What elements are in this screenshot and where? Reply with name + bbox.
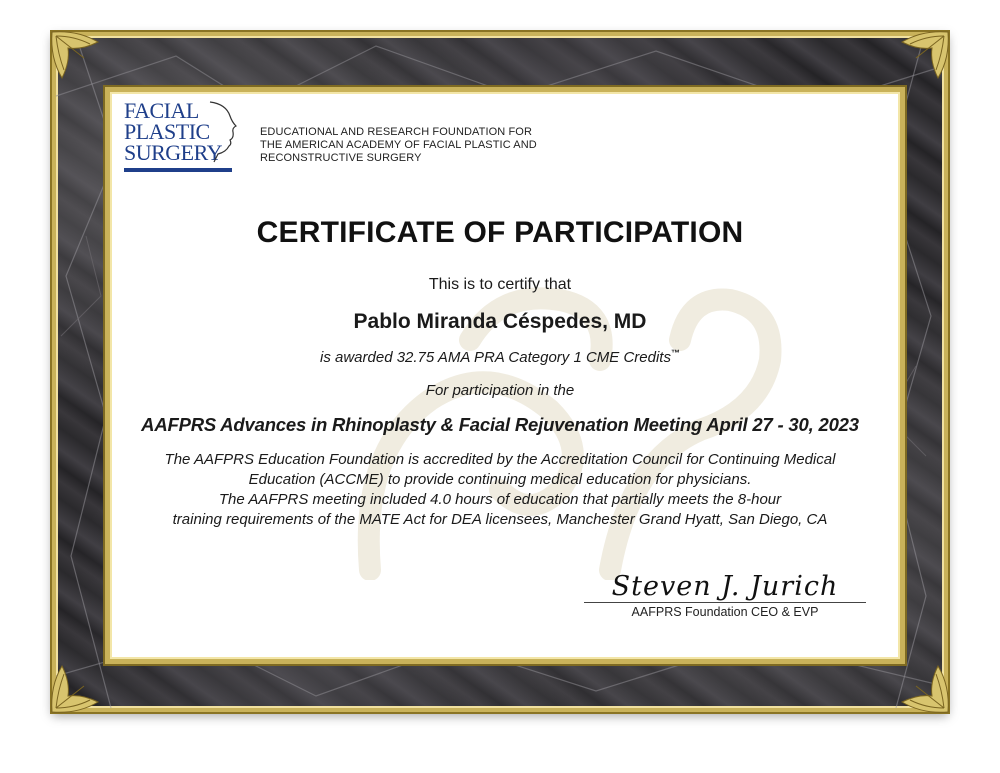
accreditation-line: The AAFPRS Education Foundation is accredited by the Accreditation Council for Continuing Medical bbox=[164, 451, 836, 468]
accreditation-statement bbox=[104, 450, 896, 530]
accreditation-line: The AAFPRS meeting included 4.0 hours of education that partially meets the 8-hour bbox=[218, 491, 782, 508]
accreditation-line: Education (ACCME) to provide continuing medical education for physicians. bbox=[248, 471, 752, 488]
certificate-content bbox=[104, 86, 896, 656]
organization-line: EDUCATIONAL AND RESEARCH FOUNDATION FOR bbox=[260, 126, 532, 138]
trademark-mark: ™ bbox=[670, 348, 680, 358]
facial-plastic-surgery-logo bbox=[124, 100, 244, 170]
corner-ornament-bottom-right bbox=[898, 662, 952, 716]
organization-line: THE AMERICAN ACADEMY OF FACIAL PLASTIC AND bbox=[260, 139, 537, 151]
organization-line: RECONSTRUCTIVE SURGERY bbox=[260, 152, 422, 164]
corner-ornament-top-right bbox=[898, 28, 952, 82]
face-profile-icon bbox=[196, 100, 240, 164]
signature-block bbox=[584, 572, 866, 619]
signatory-title: AAFPRS Foundation CEO & EVP bbox=[631, 605, 819, 619]
organization-name bbox=[260, 126, 560, 165]
corner-ornament-top-left bbox=[48, 28, 102, 82]
participation-text: For participation in the bbox=[425, 382, 575, 399]
award-credits: is awarded 32.75 AMA PRA Category 1 CME Credits bbox=[320, 349, 671, 366]
accreditation-line: training requirements of the MATE Act for DEA licensees, Manchester Grand Hyatt, San Diego, CA bbox=[172, 511, 828, 528]
logo-underline bbox=[124, 168, 232, 172]
certificate-title: CERTIFICATE OF PARTICIPATION bbox=[256, 216, 744, 249]
corner-ornament-bottom-left bbox=[48, 662, 102, 716]
logo-word-facial: FACIAL bbox=[124, 98, 199, 123]
meeting-name: AAFPRS Advances in Rhinoplasty & Facial Rejuvenation Meeting April 27 - 30, 2023 bbox=[141, 414, 859, 435]
logo-word-surgery: SURGERY bbox=[124, 140, 222, 165]
certify-text: This is to certify that bbox=[428, 276, 572, 293]
signature: Steven J. Jurich bbox=[611, 571, 839, 602]
signature-line bbox=[584, 602, 866, 603]
recipient-name: Pablo Miranda Céspedes, MD bbox=[353, 310, 647, 333]
logo-word-plastic: PLASTIC bbox=[124, 119, 210, 144]
award-text bbox=[104, 348, 896, 366]
